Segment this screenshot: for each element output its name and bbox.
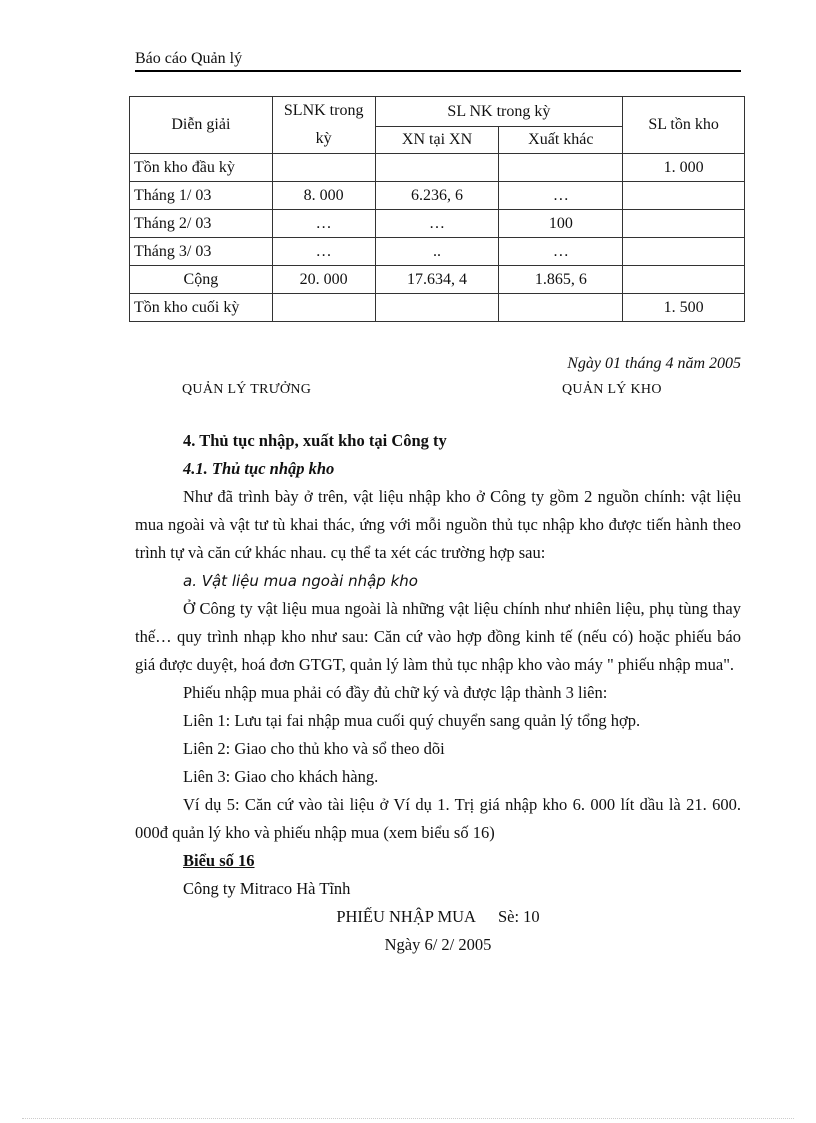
table-cell: 100	[499, 210, 623, 238]
table-cell: 1. 000	[623, 154, 745, 182]
table-cell: Tháng 1/ 03	[130, 182, 273, 210]
list-item: Liên 3: Giao cho khách hàng.	[183, 767, 379, 786]
signature-right-title: QUẢN LÝ KHO	[562, 382, 662, 397]
table-cell: 8. 000	[272, 182, 375, 210]
table-row	[130, 210, 745, 238]
header-xuat-khac: Xuất khác	[499, 127, 623, 154]
table-cell: 17.634, 4	[375, 266, 499, 294]
signature-date: Ngày 01 tháng 4 năm 2005	[567, 355, 741, 372]
table-cell: …	[375, 210, 499, 238]
form-date: Ngày 6/ 2/ 2005	[384, 935, 492, 954]
table-cell: …	[499, 182, 623, 210]
header-xn: XN tại XN	[375, 127, 499, 154]
table-cell: …	[272, 210, 375, 238]
table-cell	[272, 154, 375, 182]
table-cell: Tồn kho cuối kỳ	[130, 294, 273, 322]
table-cell	[272, 294, 375, 322]
paragraph: Như đã trình bày ở trên, vật liệu nhập kho ở Công ty gồm 2 nguồn chính: vật liệu mua ngoài và vật tư tù khai thác, ứng với mỗi nguồn thủ tục nhập kho được tiến hành theo trình tự và căn cứ khác nhau. cụ thể ta xét các trường hợp sau:	[135, 487, 741, 562]
subsection-a-heading: a. Vật liệu mua ngoài nhập kho	[183, 572, 418, 590]
list-item: Liên 1: Lưu tại fai nhập mua cuối quý chuyển sang quản lý tổng hợp.	[183, 711, 641, 730]
table-row	[130, 182, 745, 210]
table-cell	[623, 238, 745, 266]
table-cell	[375, 154, 499, 182]
header-slnk-line2: kỳ	[315, 130, 332, 147]
header-slnk-line1: SLNK trong	[283, 102, 364, 119]
table-total-row	[130, 266, 745, 294]
header-sl-nk: SL NK trong kỳ	[375, 97, 623, 127]
table-cell: 1.865, 6	[499, 266, 623, 294]
header-dien-giai: Diễn giải	[130, 97, 273, 154]
header-slnk	[272, 97, 375, 154]
form-label	[135, 847, 741, 875]
table-cell: Cộng	[130, 266, 273, 294]
table-cell: Tháng 2/ 03	[130, 210, 273, 238]
table-row	[130, 238, 745, 266]
table-row	[130, 294, 745, 322]
table-cell: 1. 500	[623, 294, 745, 322]
header-rule	[135, 70, 741, 72]
table-row	[130, 154, 745, 182]
section-heading: 4. Thủ tục nhập, xuất kho tại Công ty	[183, 431, 447, 450]
company-name: Công ty Mitraco Hà Tĩnh	[183, 879, 351, 898]
table-cell: Tồn kho đầu kỳ	[130, 154, 273, 182]
paragraph: Phiếu nhập mua phải có đầy đủ chữ ký và được lập thành 3 liên:	[183, 683, 608, 702]
table-header-row	[130, 97, 745, 127]
table-cell	[623, 210, 745, 238]
page-bottom-rule	[22, 1118, 794, 1119]
table-cell: 20. 000	[272, 266, 375, 294]
form-number: Sè: 10	[497, 907, 540, 926]
form-label-text: Biểu số 16	[183, 851, 255, 870]
table-cell	[499, 294, 623, 322]
table-cell	[499, 154, 623, 182]
table-cell: …	[499, 238, 623, 266]
form-title: PHIẾU NHẬP MUA	[336, 907, 476, 926]
table-cell	[623, 266, 745, 294]
page-header-title: Báo cáo Quản lý	[135, 50, 243, 67]
subsection-heading: 4.1. Thủ tục nhập kho	[183, 459, 335, 478]
table-cell	[375, 294, 499, 322]
header-ton-kho: SL tồn kho	[623, 97, 745, 154]
list-item: Liên 2: Giao cho thủ kho và sổ theo dõi	[183, 739, 445, 758]
table-cell	[623, 182, 745, 210]
signature-left-title: QUẢN LÝ TRƯỞNG	[182, 382, 312, 397]
body-text	[135, 427, 741, 959]
paragraph: Ở Công ty vật liệu mua ngoài là những vật liệu chính như nhiên liệu, phụ tùng thay thế… quy trình nhạp kho như sau: Căn cứ vào hợp đồng kinh tế (nếu có) hoặc phiếu báo giá được duyệt, hoá đơn GTGT, quản lý làm thủ tục nhập kho vào máy " phiếu nhập mua".	[135, 599, 741, 674]
paragraph: Ví dụ 5: Căn cứ vào tài liệu ở Ví dụ 1. Trị giá nhập kho 6. 000 lít dầu là 21. 600. 000đ quản lý kho và phiếu nhập mua (xem biểu số 16)	[135, 795, 741, 842]
table-cell: 6.236, 6	[375, 182, 499, 210]
table-cell: ..	[375, 238, 499, 266]
form-title-line	[135, 903, 741, 931]
table-cell: …	[272, 238, 375, 266]
table-cell: Tháng 3/ 03	[130, 238, 273, 266]
inventory-table	[129, 96, 745, 322]
